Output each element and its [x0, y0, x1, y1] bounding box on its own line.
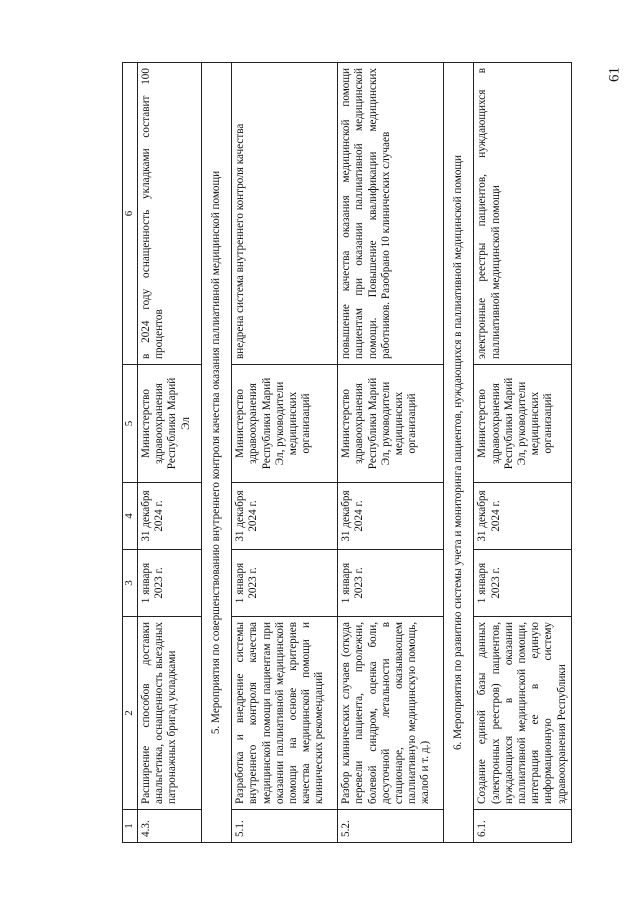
measure-cell: Разбор клинических случаев (откуда перевели пациента, пролежни, болевой синдром, оценка боли, досуточной летальности в стационаре, оказывающем паллиативную медицинскую помощь, жалоб и т. д.) [338, 617, 444, 810]
start-date-cell: 1 января 2023 г. [138, 550, 202, 617]
header-row [123, 63, 138, 843]
measure-cell: Расширение способов доставки анальгетика, оснащенность выездных патронажных бригад укладками [138, 617, 202, 810]
measure-cell: Разработка и внедрение системы внутреннего контроля качества медицинской помощи пациентам при оказании паллиативной медицинской помощи на основе критериев качества медицинской помощи и клинических рекомендаций [232, 617, 338, 810]
column-header: 6 [123, 63, 138, 365]
section-row [202, 63, 232, 843]
start-date-cell: 1 января 2023 г. [474, 550, 571, 617]
table-row [338, 63, 444, 843]
table-row [138, 63, 202, 843]
section-title: 6. Мероприятия по развитию системы учета и мониторинга пациентов, нуждающихся в паллиативной медицинской помощи [444, 63, 474, 843]
column-header: 1 [123, 810, 138, 843]
end-date-cell: 31 декабря 2024 г. [474, 483, 571, 550]
section-row [444, 63, 474, 843]
end-date-cell: 31 декабря 2024 г. [138, 483, 202, 550]
result-cell: электронные реестры пациентов, нуждающихся в паллиативной медицинской помощи [474, 63, 571, 365]
start-date-cell: 1 января 2023 г. [338, 550, 444, 617]
responsible-cell: Министерство здравоохранения Республики Марий Эл, руководители медицинских организаций [474, 365, 571, 483]
column-header: 3 [123, 550, 138, 617]
responsible-cell: Министерство здравоохранения Республики Марий Эл, руководители медицинских организаций [232, 365, 338, 483]
item-number: 4.3. [138, 810, 202, 843]
end-date-cell: 31 декабря 2024 г. [232, 483, 338, 550]
end-date-cell: 31 декабря 2024 г. [338, 483, 444, 550]
table-body [123, 63, 572, 843]
column-header: 5 [123, 365, 138, 483]
responsible-cell: Министерство здравоохранения Республики Марий Эл [138, 365, 202, 483]
rotated-page [122, 63, 592, 843]
result-cell: внедрена система внутреннего контроля качества [232, 63, 338, 365]
table-row [474, 63, 571, 843]
result-cell: в 2024 году оснащенность укладками составит 100 процентов [138, 63, 202, 365]
item-number: 5.2. [338, 810, 444, 843]
start-date-cell: 1 января 2023 г. [232, 550, 338, 617]
item-number: 6.1. [474, 810, 571, 843]
column-header: 4 [123, 483, 138, 550]
measures-table [122, 62, 572, 843]
page-number: 61 [606, 67, 623, 82]
responsible-cell: Министерство здравоохранения Республики Марий Эл, руководители медицинских организаций [338, 365, 444, 483]
measure-cell: Создание единой базы данных (электронных реестров) пациентов, нуждающихся в оказании паллиативной медицинской помощи, интеграция ее в единую информационную систему здравоохранения Республики [474, 617, 571, 810]
section-title: 5. Мероприятия по совершенствованию внутреннего контроля качества оказания паллиативной медицинской помощи [202, 63, 232, 843]
column-header: 2 [123, 617, 138, 810]
item-number: 5.1. [232, 810, 338, 843]
table-row [232, 63, 338, 843]
result-cell: повышение качества оказания медицинской помощи пациентам при оказании паллиативной медицинской помощи. Повышение квалификации медицинских работников. Разобрано 10 клинических случаев [338, 63, 444, 365]
